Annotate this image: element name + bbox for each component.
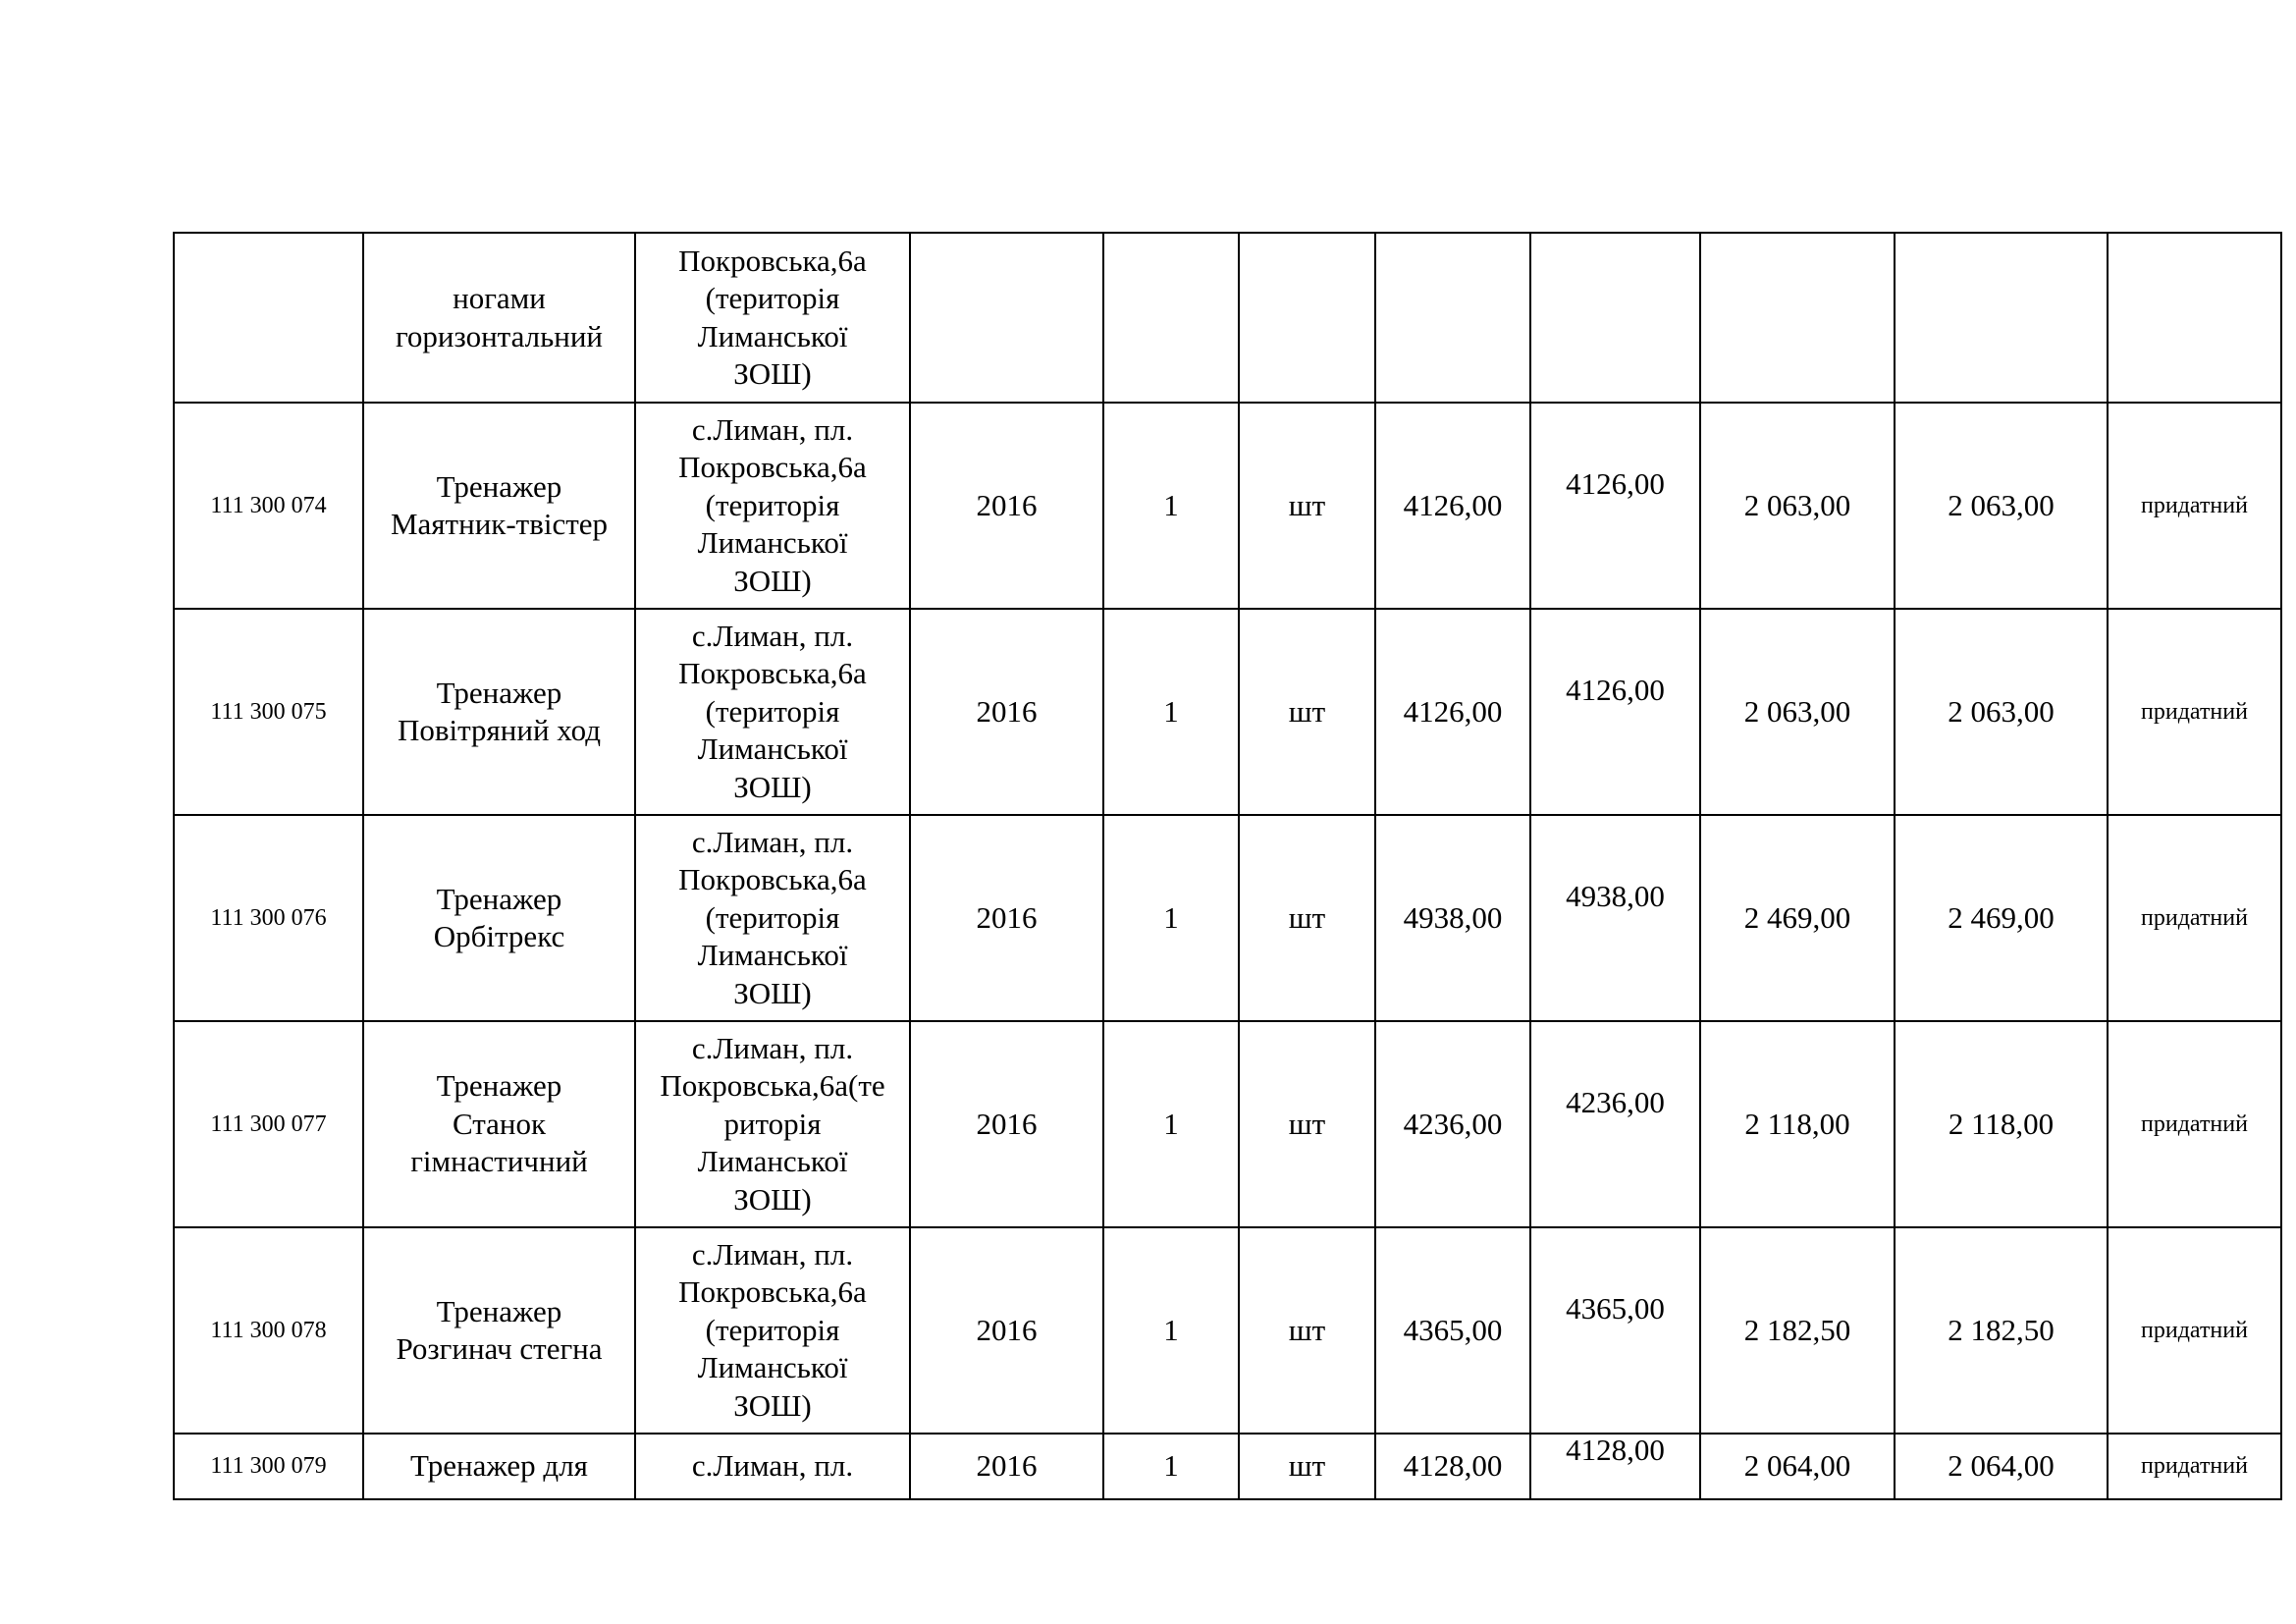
condition-cell [2108, 233, 2281, 403]
location-line: Покровська,6а [678, 1274, 867, 1310]
residual-value-cell: 2 063,00 [1895, 609, 2108, 815]
location-line: ЗОШ) [733, 769, 812, 804]
location-cell [635, 815, 910, 1021]
table-row [174, 403, 2281, 609]
location-line: с.Лиман, пл. [691, 1236, 854, 1272]
item-name-line: Тренажер [436, 881, 562, 916]
price-cell: 4365,00 [1375, 1227, 1530, 1434]
location-line: Лиманської [697, 1144, 848, 1179]
condition-cell: придатний [2108, 1021, 2281, 1227]
location-line: с.Лиман, пл. [691, 618, 854, 653]
unit-cell: шт [1239, 609, 1375, 815]
initial-cost-cell: 4938,00 [1530, 815, 1700, 1021]
location-line: Покровська,6а [678, 243, 867, 278]
depreciation-cell: 2 063,00 [1700, 403, 1895, 609]
initial-cost-cell [1530, 233, 1700, 403]
quantity-cell: 1 [1103, 1434, 1239, 1499]
price-cell: 4126,00 [1375, 609, 1530, 815]
depreciation-cell: 2 118,00 [1700, 1021, 1895, 1227]
depreciation-cell: 2 469,00 [1700, 815, 1895, 1021]
item-name-line: Тренажер [436, 468, 562, 504]
inventory-number-cell: 111 300 078 [174, 1227, 363, 1434]
condition-cell: придатний [2108, 403, 2281, 609]
inventory-number-cell [174, 233, 363, 403]
inventory-number-cell: 111 300 076 [174, 815, 363, 1021]
quantity-cell: 1 [1103, 403, 1239, 609]
location-cell [635, 609, 910, 815]
item-name-cell [363, 815, 635, 1021]
table-row [174, 1021, 2281, 1227]
table-row [174, 1434, 2281, 1499]
table-row [174, 609, 2281, 815]
location-line: (територія [705, 487, 840, 522]
item-name-line: Повітряний ход [397, 713, 602, 747]
quantity-cell: 1 [1103, 1227, 1239, 1434]
year-cell: 2016 [910, 1227, 1103, 1434]
location-line: Покровська,6а(те [660, 1068, 885, 1104]
location-line: ЗОШ) [733, 563, 812, 598]
unit-cell [1239, 233, 1375, 403]
location-line: Покровська,6а [678, 450, 867, 485]
initial-cost-cell: 4126,00 [1530, 403, 1700, 609]
item-name-line: Тренажер [436, 675, 562, 710]
table-row [174, 815, 2281, 1021]
location-line: (територія [705, 281, 840, 315]
condition-cell: придатний [2108, 1227, 2281, 1434]
inventory-number-cell: 111 300 077 [174, 1021, 363, 1227]
location-line: ЗОШ) [733, 1387, 812, 1423]
initial-cost-cell: 4126,00 [1530, 609, 1700, 815]
initial-cost-cell: 4236,00 [1530, 1021, 1700, 1227]
table-row [174, 233, 2281, 403]
item-name-line: Станок [452, 1106, 547, 1141]
year-cell: 2016 [910, 403, 1103, 609]
location-line: (територія [705, 899, 840, 935]
item-name-line: гімнастичний [410, 1144, 588, 1179]
location-line: ЗОШ) [733, 975, 812, 1010]
residual-value-cell: 2 118,00 [1895, 1021, 2108, 1227]
quantity-cell: 1 [1103, 815, 1239, 1021]
condition-cell: придатний [2108, 609, 2281, 815]
location-line: Покровська,6а [678, 656, 867, 691]
table-row [174, 1227, 2281, 1434]
residual-value-cell [1895, 233, 2108, 403]
location-line: Лиманської [697, 1350, 848, 1385]
location-cell [635, 403, 910, 609]
condition-cell: придатний [2108, 815, 2281, 1021]
price-cell: 4236,00 [1375, 1021, 1530, 1227]
residual-value-cell: 2 063,00 [1895, 403, 2108, 609]
initial-cost-cell: 4128,00 [1530, 1434, 1700, 1499]
unit-cell: шт [1239, 403, 1375, 609]
depreciation-cell: 2 064,00 [1700, 1434, 1895, 1499]
location-line: с.Лиман, пл. [691, 1030, 854, 1065]
location-line: ЗОШ) [733, 356, 812, 391]
item-name-line: Тренажер для [410, 1448, 588, 1484]
residual-value-cell: 2 469,00 [1895, 815, 2108, 1021]
depreciation-cell: 2 182,50 [1700, 1227, 1895, 1434]
quantity-cell: 1 [1103, 1021, 1239, 1227]
year-cell: 2016 [910, 609, 1103, 815]
quantity-cell [1103, 233, 1239, 403]
item-name-line: Маятник-твістер [390, 507, 609, 541]
location-cell [635, 233, 910, 403]
price-cell [1375, 233, 1530, 403]
location-line: Лиманської [697, 318, 848, 353]
quantity-cell: 1 [1103, 609, 1239, 815]
location-line: (територія [705, 1312, 840, 1347]
depreciation-cell [1700, 233, 1895, 403]
inventory-table [173, 232, 2282, 1500]
price-cell: 4938,00 [1375, 815, 1530, 1021]
year-cell: 2016 [910, 1021, 1103, 1227]
year-cell: 2016 [910, 1434, 1103, 1499]
item-name-line: ногами [453, 281, 546, 315]
location-cell [635, 1434, 910, 1499]
location-cell [635, 1021, 910, 1227]
unit-cell: шт [1239, 1227, 1375, 1434]
initial-cost-cell: 4365,00 [1530, 1227, 1700, 1434]
depreciation-cell: 2 063,00 [1700, 609, 1895, 815]
location-line: риторія [723, 1106, 822, 1141]
item-name-line: Тренажер [436, 1068, 562, 1104]
inventory-number-cell: 111 300 075 [174, 609, 363, 815]
location-line: Лиманської [697, 525, 848, 561]
location-line: Лиманської [697, 938, 848, 973]
location-cell [635, 1227, 910, 1434]
item-name-cell [363, 233, 635, 403]
condition-cell: придатний [2108, 1434, 2281, 1499]
location-line: Покровська,6а [678, 862, 867, 897]
item-name-line: Розгинач стегна [396, 1331, 603, 1366]
item-name-cell [363, 1227, 635, 1434]
price-cell: 4128,00 [1375, 1434, 1530, 1499]
year-cell: 2016 [910, 815, 1103, 1021]
location-line: Лиманської [697, 731, 848, 767]
residual-value-cell: 2 182,50 [1895, 1227, 2108, 1434]
item-name-cell [363, 403, 635, 609]
item-name-cell [363, 1021, 635, 1227]
location-line: с.Лиман, пл. [691, 411, 854, 447]
price-cell: 4126,00 [1375, 403, 1530, 609]
residual-value-cell: 2 064,00 [1895, 1434, 2108, 1499]
inventory-number-cell: 111 300 079 [174, 1434, 363, 1499]
item-name-cell [363, 609, 635, 815]
location-line: с.Лиман, пл. [691, 1448, 854, 1484]
unit-cell: шт [1239, 1021, 1375, 1227]
location-line: ЗОШ) [733, 1181, 812, 1217]
unit-cell: шт [1239, 815, 1375, 1021]
item-name-cell [363, 1434, 635, 1499]
item-name-line: Тренажер [436, 1293, 562, 1328]
item-name-line: горизонтальний [395, 318, 604, 353]
inventory-number-cell: 111 300 074 [174, 403, 363, 609]
location-line: с.Лиман, пл. [691, 824, 854, 859]
item-name-line: Орбітрекс [433, 919, 565, 953]
year-cell [910, 233, 1103, 403]
unit-cell: шт [1239, 1434, 1375, 1499]
location-line: (територія [705, 693, 840, 729]
